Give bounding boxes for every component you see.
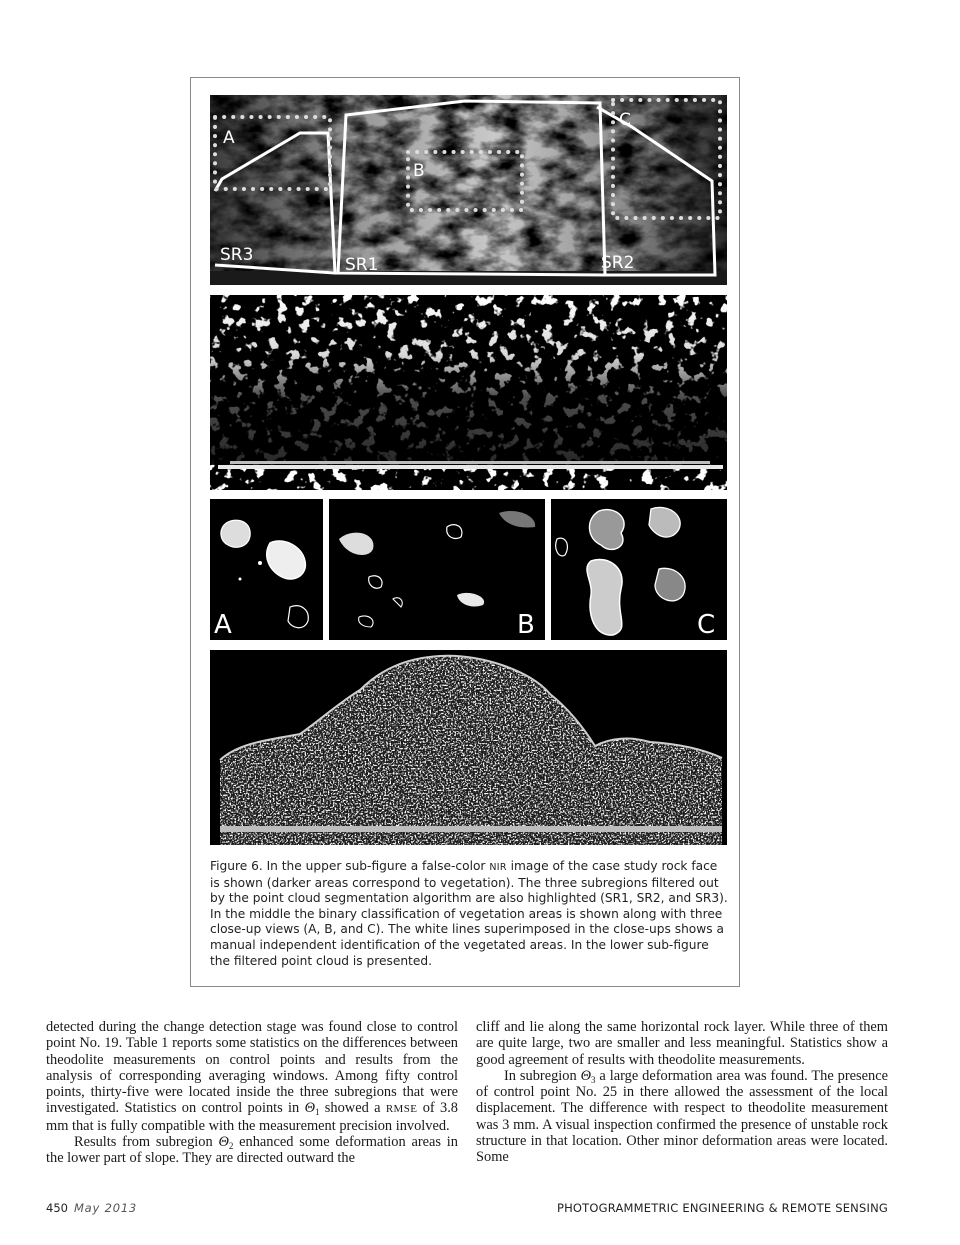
closeup-label-a: A — [214, 610, 232, 640]
closeup-label-b: B — [517, 610, 535, 640]
subscript: 2 — [228, 1141, 234, 1152]
body-column-left — [46, 1019, 458, 1167]
closeup-c — [551, 499, 727, 640]
page-footer-left — [46, 1201, 137, 1215]
label-sr2: SR2 — [601, 253, 635, 273]
nir-image-panel — [210, 95, 727, 285]
body-column-right — [476, 1019, 888, 1166]
text-run: of 3.8 mm that is fully compatible with the measurement precision involved. — [46, 1100, 458, 1134]
left-paragraph-2 — [46, 1134, 458, 1167]
right-paragraph-2 — [476, 1068, 888, 1166]
caption-part1: Figure 6. In the upper sub-figure a false-color — [210, 859, 490, 873]
right-paragraph-1: cliff and lie along the same horizontal rock layer. While three of them are quite large, two are smaller and less meaningful. Statistics show a good agreement of results with theodolite measurements. — [476, 1019, 888, 1068]
text-run: detected during the change detection stage was found close to control point No. 19. Table 1 reports some statistics on the differences between theodolite measurements on control points and results from the analysis of corresponding averaging windows. Among fifty control points, thirty-five were located inside the three subregions that were investigated. Statistics on control points in — [46, 1019, 458, 1117]
theta-symbol: Θ — [304, 1100, 315, 1117]
page-number: 450 — [46, 1201, 68, 1215]
text-run: enhanced some deformation areas in the lower part of slope. They are directed outward the — [46, 1134, 458, 1167]
theta-symbol: Θ — [580, 1067, 591, 1084]
issue-date: May 2013 — [73, 1201, 138, 1215]
label-c: C — [619, 110, 631, 130]
text-run: showed a — [319, 1100, 386, 1117]
theta-symbol: Θ — [218, 1134, 229, 1151]
binary-classification-panel — [210, 295, 727, 490]
subscript: 1 — [314, 1107, 320, 1118]
rmse-abbrev: RMSE — [385, 1103, 418, 1116]
text-run: a large deformation area was found. The presence of control point No. 25 in there allowed the assessment of the local displacement. The difference with respect to theodolite measurement was 3 mm. A visual inspection confirmed the presence of unstable rock structure in that location. Other minor deformation areas were located. Some — [476, 1067, 888, 1166]
caption-nir: NIR — [489, 862, 507, 873]
point-cloud-panel — [210, 650, 727, 845]
left-paragraph-1 — [46, 1019, 458, 1134]
label-a: A — [223, 128, 235, 148]
label-sr3: SR3 — [220, 245, 254, 265]
journal-name: PHOTOGRAMMETRIC ENGINEERING & REMOTE SENSING — [556, 1201, 888, 1215]
closeup-b — [329, 499, 545, 640]
subscript: 3 — [590, 1074, 596, 1085]
figure-6 — [190, 77, 740, 987]
caption-part2: image of the case study rock face is shown (darker areas correspond to vegetation). The three subregions filtered out by the point cloud segmentation algorithm are also highlighted (SR1, SR2, and SR3). In the middle the binary classification of vegetation areas is shown along with three close-up views (A, B, and C). The white lines superimposed in the close-ups shows a manual independent identification of the vegetated areas. In the lower sub-figure the filtered point cloud is presented. — [210, 859, 728, 968]
text-run: Results from subregion — [74, 1134, 219, 1151]
figure-caption — [210, 859, 730, 969]
closeup-label-c: C — [697, 610, 716, 640]
label-b: B — [413, 161, 425, 181]
closeup-a — [210, 499, 323, 640]
text-run: In subregion — [504, 1067, 581, 1084]
label-sr1: SR1 — [345, 255, 379, 275]
